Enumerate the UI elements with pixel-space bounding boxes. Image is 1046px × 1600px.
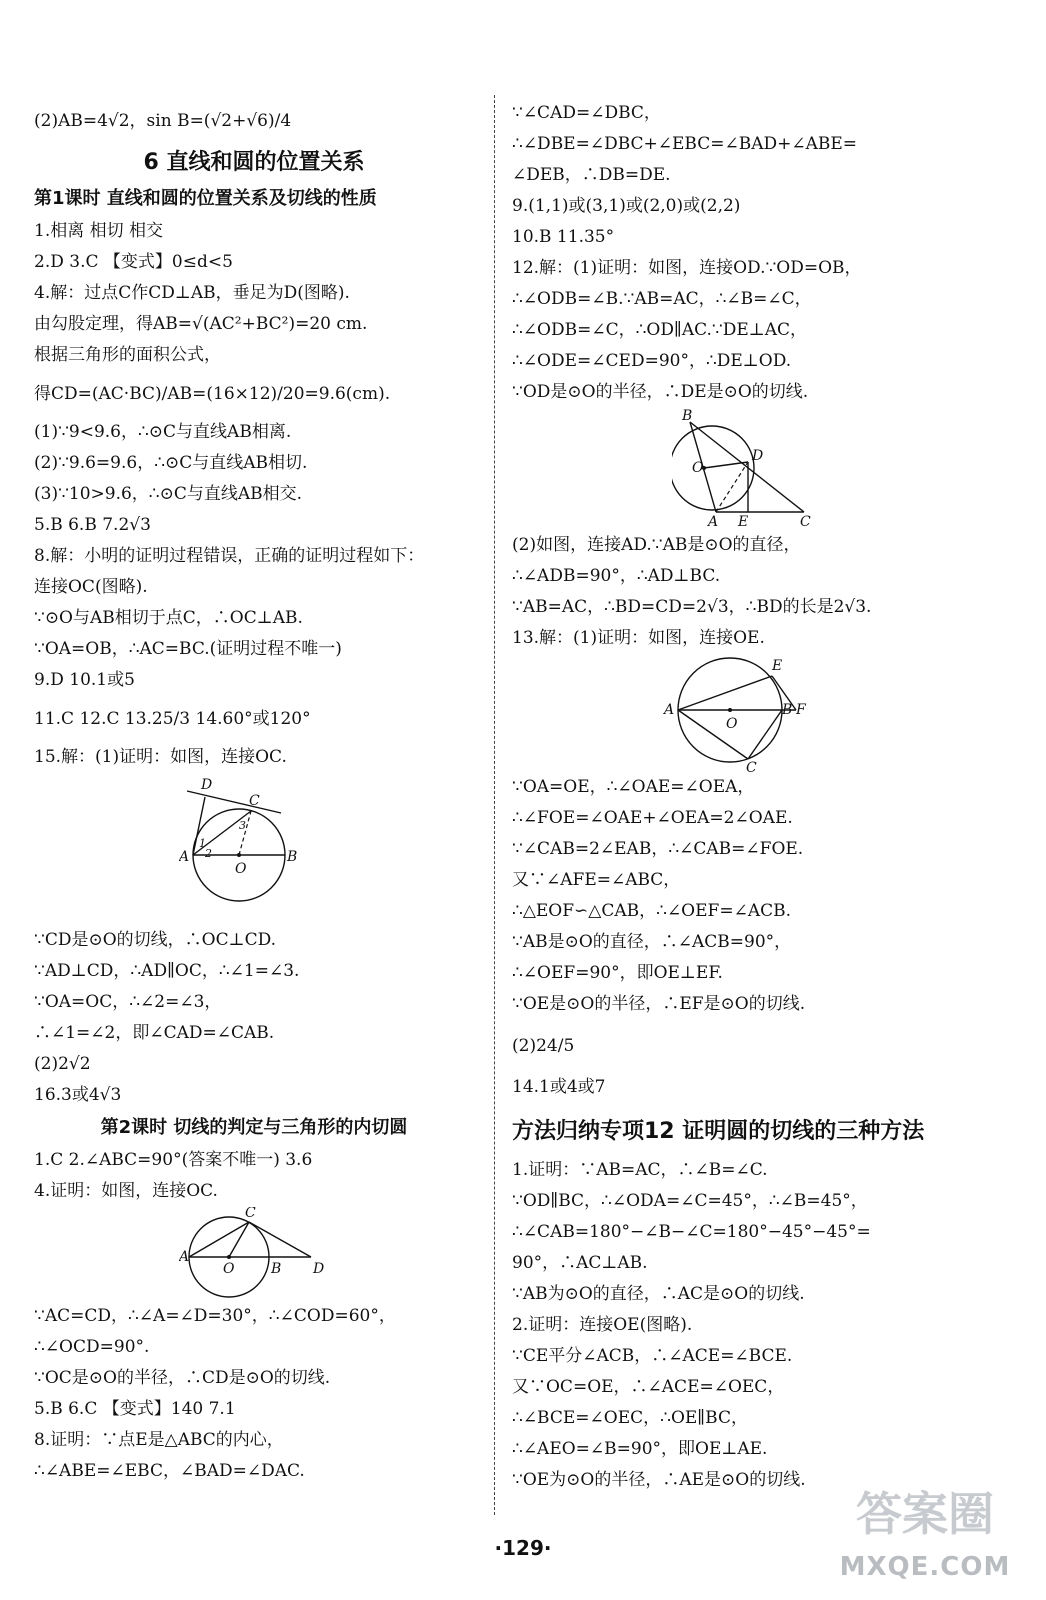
- figure-label: O: [223, 1261, 235, 1277]
- figure-label: O: [726, 716, 738, 732]
- figure-13: [662, 654, 832, 772]
- answer-line: 连接OC(图略).: [34, 577, 148, 597]
- answer-line: ∴∠ODE=∠CED=90°，∴DE⊥OD.: [512, 351, 792, 371]
- segment-oc: [239, 811, 251, 855]
- answer-line: 12.解：(1)证明：如图，连接OD.∵OD=OB，: [512, 258, 862, 278]
- answer-line: ∴∠AEO=∠B=90°，即OE⊥AE.: [512, 1439, 768, 1459]
- center-dot: [227, 1255, 231, 1259]
- figure-15: [179, 773, 329, 925]
- figure-label: O: [692, 460, 704, 476]
- center-dot: [728, 708, 732, 712]
- answer-line: 5.B 6.C 【变式】140 7.1: [34, 1399, 236, 1419]
- figure-label: C: [249, 793, 260, 809]
- answer-line: 根据三角形的面积公式，: [34, 345, 221, 365]
- answer-line: ∵AB=AC，∴BD=CD=2√3，∴BD的长是2√3.: [512, 597, 872, 617]
- answer-line: ∴∠OEF=90°，即OE⊥EF.: [512, 963, 723, 983]
- segment-ae: [678, 676, 772, 710]
- answer-line: 8.证明：∵点E是△ABC的内心，: [34, 1430, 284, 1450]
- answer-line: 1.相离 相切 相交: [34, 221, 164, 241]
- figure-label: A: [179, 1249, 190, 1265]
- answer-line: ∵AB是⊙O的直径，∴∠ACB=90°，: [512, 932, 792, 952]
- answer-line: ∵∠CAD=∠DBC，: [512, 103, 661, 123]
- answer-line: ∴∠BCE=∠OEC，∴OE∥BC，: [512, 1408, 748, 1428]
- segment-ac: [678, 710, 748, 759]
- figure-label: D: [752, 448, 764, 464]
- figure-label: C: [245, 1207, 256, 1221]
- answer-line: (2)∵9.6=9.6，∴⊙C与直线AB相切.: [34, 453, 308, 473]
- answer-line: 16.3或4√3: [34, 1085, 122, 1105]
- watermark: [820, 1476, 1030, 1586]
- answer-line: ∵AD⊥CD，∴AD∥OC，∴∠1=∠3.: [34, 961, 300, 981]
- answer-line: ∴∠1=∠2，即∠CAD=∠CAB.: [34, 1023, 275, 1043]
- answer-line: ∴△EOF∽△CAB，∴∠OEF=∠ACB.: [512, 901, 791, 921]
- figure-label: O: [235, 861, 247, 877]
- answer-line: ∵CE平分∠ACB，∴∠ACE=∠BCE.: [512, 1346, 793, 1366]
- watermark-logo: 答案圈: [856, 1487, 994, 1541]
- answer-line: 4.证明：如图，连接OC.: [34, 1181, 218, 1201]
- figure-label: B: [682, 408, 693, 424]
- answer-line: ∵OA=OE，∴∠OAE=∠OEA，: [512, 777, 755, 797]
- answer-line: ∵AC=CD，∴∠A=∠D=30°，∴∠COD=60°，: [34, 1306, 396, 1326]
- answer-line: 9.D 10.1或5: [34, 670, 135, 690]
- segment-cd: [249, 1222, 311, 1257]
- answer-line: ∴∠ODB=∠B.∵AB=AC，∴∠B=∠C，: [512, 289, 812, 309]
- answer-line: 13.解：(1)证明：如图，连接OE.: [512, 628, 765, 648]
- answer-line: 1.C 2.∠ABC=90°(答案不唯一) 3.6: [34, 1150, 313, 1170]
- figure-label: 1: [199, 837, 206, 850]
- answer-line: 得CD=(AC·BC)/AB=(16×12)/20=9.6(cm).: [34, 384, 391, 404]
- figure-label: A: [708, 514, 719, 530]
- answer-line: (3)∵10>9.6，∴⊙C与直线AB相交.: [34, 484, 303, 504]
- figure-label: D: [201, 777, 213, 793]
- answer-line: (2)AB=4√2，sin B=(√2+√6)/4: [34, 111, 292, 131]
- answer-line: ∴∠OCD=90°.: [34, 1337, 150, 1357]
- answer-line: 90°，∴AC⊥AB.: [512, 1253, 648, 1273]
- answer-line: ∵OE为⊙O的半径，∴AE是⊙O的切线.: [512, 1470, 806, 1490]
- center-dot: [237, 853, 241, 857]
- answer-line: ∵OD是⊙O的半径，∴DE是⊙O的切线.: [512, 382, 809, 402]
- answer-line: ∵OA=OB，∴AC=BC.(证明过程不唯一): [34, 639, 342, 659]
- figure-label: 3: [239, 819, 246, 832]
- figure-12: [672, 408, 822, 530]
- answer-line: ∵∠CAB=2∠EAB，∴∠CAB=∠FOE.: [512, 839, 804, 859]
- answer-line: 4.解：过点C作CD⊥AB，垂足为D(图略).: [34, 283, 350, 303]
- figure-label: C: [746, 760, 757, 772]
- answer-line: ∵AB为⊙O的直径，∴AC是⊙O的切线.: [512, 1284, 805, 1304]
- right-column: [512, 98, 982, 1496]
- circle-o: [672, 426, 754, 510]
- lesson-title: 第1课时 直线和圆的位置关系及切线的性质: [34, 188, 377, 209]
- answer-line: ∵OD∥BC，∴∠ODA=∠C=45°，∴∠B=45°，: [512, 1191, 868, 1211]
- page-number: ·129·: [494, 1536, 552, 1560]
- answer-line: 11.C 12.C 13.25/3 14.60°或120°: [34, 709, 311, 729]
- answer-line: 2.D 3.C 【变式】0≤d<5: [34, 252, 233, 272]
- answer-line: ∠DEB，∴DB=DE.: [512, 165, 671, 185]
- answer-line: 5.B 6.B 7.2√3: [34, 515, 151, 535]
- figure-label: F: [796, 702, 806, 718]
- answer-line: ∵OA=OC，∴∠2=∠3，: [34, 992, 222, 1012]
- answer-line: 9.(1,1)或(3,1)或(2,0)或(2,2): [512, 196, 741, 216]
- answer-line: 2.证明：连接OE(图略).: [512, 1315, 693, 1335]
- answer-line: 8.解：小明的证明过程错误，正确的证明过程如下：: [34, 546, 425, 566]
- answer-line: ∴∠FOE=∠OAE+∠OEA=2∠OAE.: [512, 808, 793, 828]
- left-column: [34, 98, 474, 1487]
- answer-line: ∵CD是⊙O的切线，∴OC⊥CD.: [34, 930, 277, 950]
- answer-line: ∵⊙O与AB相切于点C，∴OC⊥AB.: [34, 608, 303, 628]
- segment-od: [704, 462, 748, 468]
- answer-line: (1)∵9<9.6，∴⊙C与直线AB相离.: [34, 422, 292, 442]
- figure-label: A: [179, 849, 190, 865]
- figure-label: B: [271, 1261, 282, 1277]
- column-divider: [494, 95, 495, 1515]
- watermark-url: MXQE.COM: [839, 1552, 1011, 1582]
- figure-label: E: [772, 658, 783, 674]
- special-topic-title: 方法归纳专项12 证明圆的切线的三种方法: [512, 1119, 925, 1144]
- answer-line: 由勾股定理，得AB=√(AC²+BC²)=20 cm.: [34, 314, 368, 334]
- answer-line: ∴∠ABE=∠EBC，∠BAD=∠DAC.: [34, 1461, 305, 1481]
- answer-line: ∴∠DBE=∠DBC+∠EBC=∠BAD+∠ABE=: [512, 134, 858, 154]
- figure-label: B: [782, 702, 793, 718]
- figure-label: E: [738, 514, 749, 530]
- lesson-title: 第2课时 切线的判定与三角形的内切圆: [100, 1117, 408, 1138]
- answer-line: (2)24/5: [512, 1036, 575, 1056]
- figure-label: C: [800, 514, 811, 530]
- figure-label: A: [664, 702, 675, 718]
- answer-line: (2)如图，连接AD.∵AB是⊙O的直径，: [512, 535, 801, 555]
- answer-line: ∴∠CAB=180°−∠B−∠C=180°−45°−45°=: [512, 1222, 871, 1242]
- figure-4: [179, 1207, 329, 1301]
- answer-line: ∵OE是⊙O的半径，∴EF是⊙O的切线.: [512, 994, 806, 1014]
- figure-label: B: [287, 849, 298, 865]
- segment-ac: [189, 1222, 249, 1257]
- answer-line: 14.1或4或7: [512, 1077, 606, 1097]
- answer-line: 15.解：(1)证明：如图，连接OC.: [34, 747, 287, 767]
- answer-line: ∴∠ADB=90°，∴AD⊥BC.: [512, 566, 721, 586]
- segment-cb: [748, 710, 782, 759]
- answer-line: 1.证明：∵AB=AC，∴∠B=∠C.: [512, 1160, 768, 1180]
- figure-label: 2: [205, 847, 212, 860]
- answer-line: ∴∠ODB=∠C，∴OD∥AC.∵DE⊥AC，: [512, 320, 808, 340]
- answer-line: (2)2√2: [34, 1054, 91, 1074]
- figure-label: D: [313, 1261, 325, 1277]
- answer-line: ∵OC是⊙O的半径，∴CD是⊙O的切线.: [34, 1368, 331, 1388]
- section-title: 6 直线和圆的位置关系: [143, 150, 365, 175]
- answer-line: 又∵OC=OE，∴∠ACE=∠OEC，: [512, 1377, 785, 1397]
- answer-line: 10.B 11.35°: [512, 227, 615, 247]
- answer-line: 又∵∠AFE=∠ABC，: [512, 870, 681, 890]
